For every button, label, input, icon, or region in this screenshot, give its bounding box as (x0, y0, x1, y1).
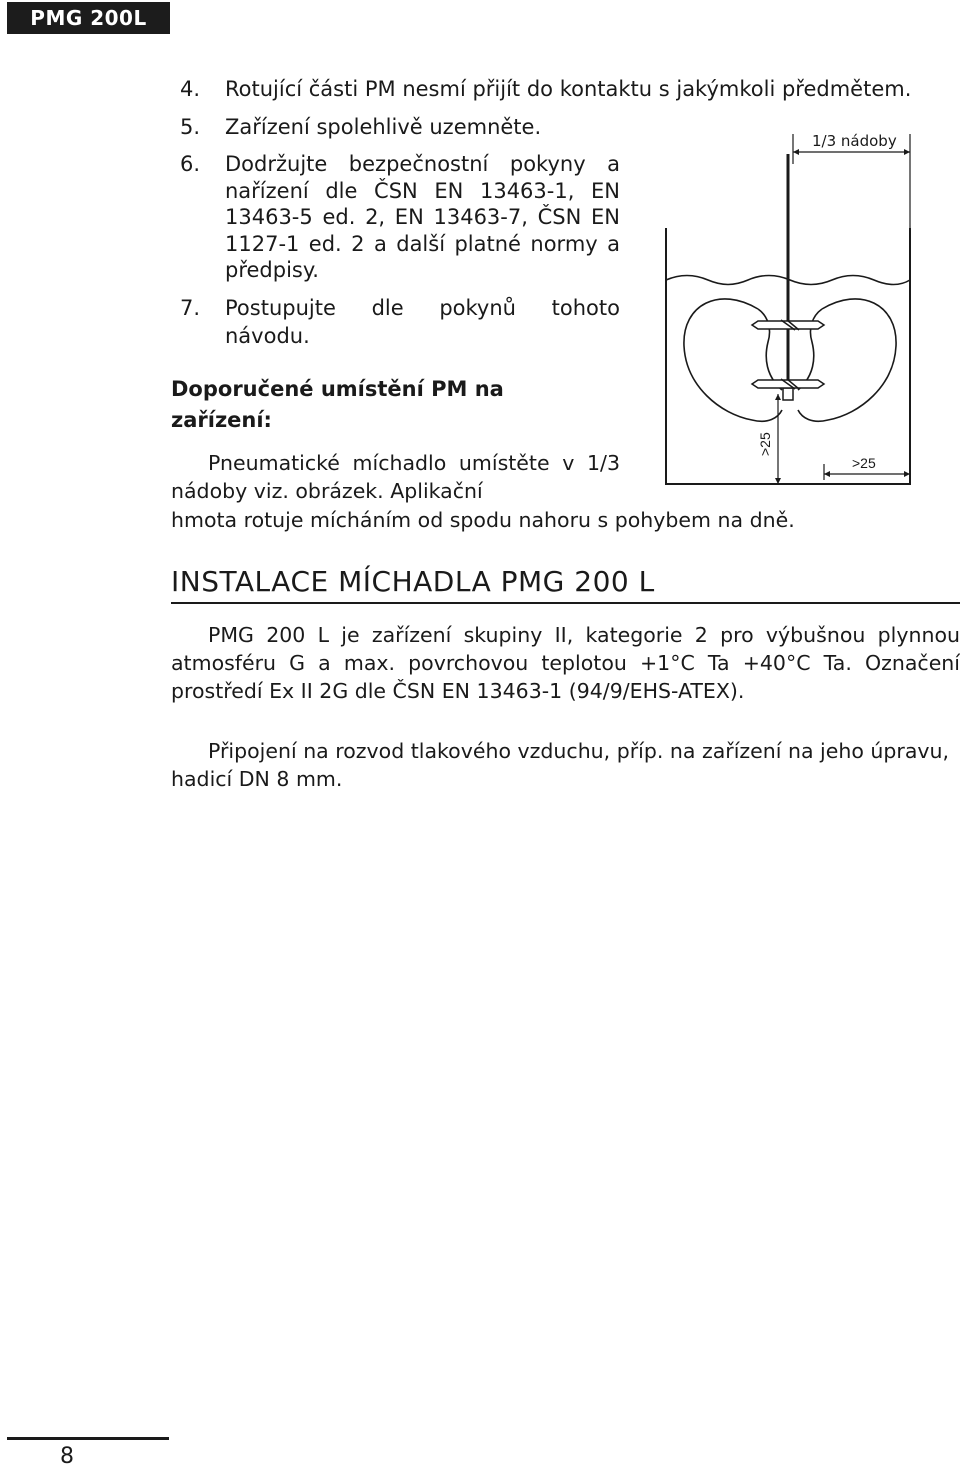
document-title-tab: PMG 200L (7, 2, 170, 34)
shaft-hub (783, 388, 793, 400)
list-text: Dodržujte bezpečnostní pokyny a nařízení dle ČSN EN 13463-1, EN 13463-5 ed. 2, EN 13463-7, ČSN EN 1127-1 ed. 2 a další platné normy a předpisy. (225, 152, 620, 282)
right-flow-loop (798, 299, 896, 421)
list-text: Postupujte dle pokynů tohoto návodu. (225, 295, 620, 348)
list-item (180, 151, 620, 284)
bottom-clearance-label: >25 (757, 432, 773, 456)
page-number: 8 (60, 1444, 74, 1469)
installation-section-title: INSTALACE MÍCHADLA PMG 200 L (171, 562, 960, 604)
list-item (180, 294, 620, 350)
list-item (180, 112, 620, 143)
installation-paragraph-2: Připojení na rozvod tlakového vzduchu, příp. na zařízení na jeho úpravu, hadicí DN 8 mm. (171, 739, 950, 791)
list-number: 6. (180, 152, 201, 176)
one-third-label: 1/3 nádoby (812, 132, 897, 150)
list-number: 7. (180, 295, 201, 320)
placement-text-continued: hmota rotuje mícháním od spodu nahoru s pohybem na dně. (171, 508, 795, 532)
installation-paragraph-1: PMG 200 L je zařízení skupiny II, kategorie 2 pro výbušnou plynnou atmosféru G a max. povrchovou teplotou +1°C Ta +40°C Ta. Označení prostředí Ex II 2G dle ČSN EN 13463-1 (94/9/EHS-ATEX). (171, 623, 960, 703)
side-clearance-label: >25 (852, 455, 876, 471)
list-text: Rotující části PM nesmí přijít do kontaktu s jakýmkoli předmětem. (225, 77, 912, 101)
placement-text: Pneumatické míchadlo umístěte v 1/3 nádoby viz. obrázek. Aplikační (171, 451, 620, 503)
list-number: 5. (180, 115, 201, 139)
list-text: Zařízení spolehlivě uzemněte. (225, 115, 542, 139)
list-number: 4. (180, 77, 201, 101)
footer-rule (7, 1437, 169, 1440)
left-flow-loop (684, 299, 782, 421)
placement-heading: Doporučené umístění PM na zařízení: (171, 377, 504, 432)
list-item (180, 74, 960, 105)
mixer-tank-diagram (660, 124, 920, 494)
